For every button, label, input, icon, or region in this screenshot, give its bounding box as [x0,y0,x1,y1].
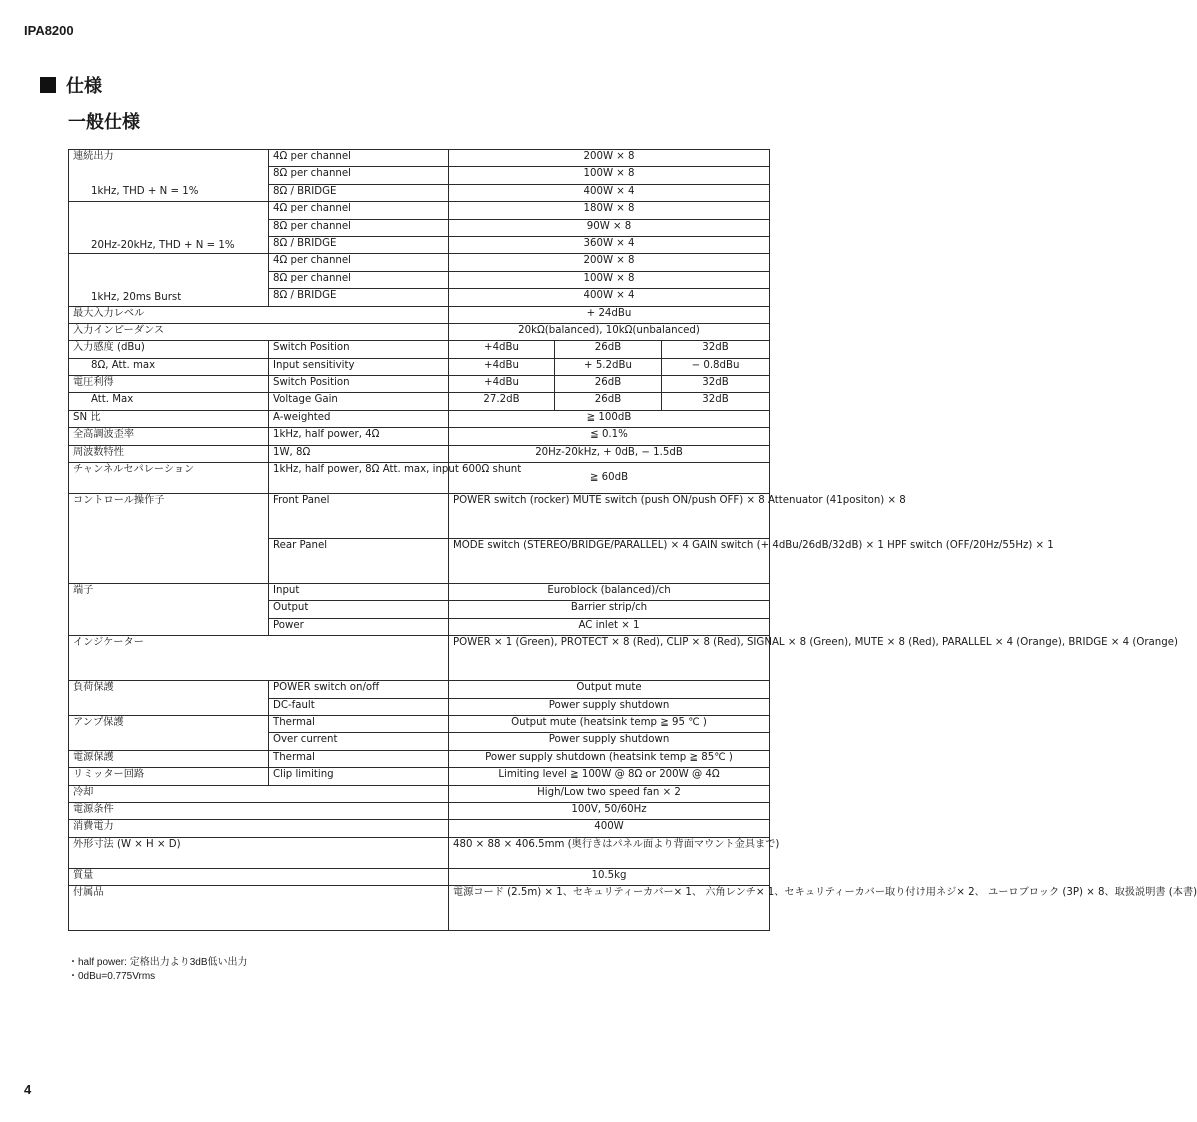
table-row [69,341,770,358]
gain-val-cell: 26dB [555,393,662,410]
output-cond-2: 20Hz-20kHz, THD + N = 1% [69,202,269,254]
load-prot-value: Output mute [449,681,770,698]
gain-pos-cell: +4dBu [449,376,555,393]
output-cell-1 [69,150,269,202]
gain-pos-cell: 32dB [662,376,770,393]
table-row [69,306,770,323]
gain-sub: Voltage Gain [269,393,449,410]
table-row [69,802,770,819]
table-row [69,494,770,539]
dim-value: 480 × 88 × 406.5mm (奥行きはパネル面より背面マウント金具まで) [449,837,770,868]
output-label: 連続出力 [73,151,114,162]
value-cell: 360W × 4 [449,236,770,253]
sens-label-2: 8Ω, Att. max [69,358,269,375]
load-prot-sub: POWER switch on/off [269,681,449,698]
term-power: Power [269,618,449,635]
sens-sub: Input sensitivity [269,358,449,375]
output-cond-1: 1kHz, THD + N = 1% [91,185,199,197]
amp-prot-sub: Thermal [269,715,449,732]
value-cell: 90W × 8 [449,219,770,236]
sub-title: 一般仕様 [68,112,140,133]
thd-value: ≦ 0.1% [449,428,770,445]
gain-val-cell: 27.2dB [449,393,555,410]
term-output-value: Barrier strip/ch [449,601,770,618]
sep-label: チャンネルセパレーション [69,463,269,494]
output-cond-3: 1kHz, 20ms Burst [69,254,269,306]
table-row [69,750,770,767]
table-row [69,768,770,785]
max-input-label: 最大入力レベル [69,306,449,323]
load-prot-sub: DC-fault [269,698,449,715]
load-cell: 4Ω per channel [269,202,449,219]
cool-value: High/Low two speed fan × 2 [449,785,770,802]
power-req-label: 電源条件 [69,802,449,819]
gain-label-2: Att. Max [69,393,269,410]
acc-label: 付属品 [69,886,449,931]
value-cell: 200W × 8 [449,254,770,271]
table-row [69,681,770,698]
load-cell: 4Ω per channel [269,254,449,271]
gain-pos-cell: 26dB [555,376,662,393]
gain-label: 電圧利得 [69,376,269,393]
table-row [69,837,770,868]
ind-label: インジケーター [69,636,449,681]
ctrl-rear: Rear Panel [269,539,449,584]
limiter-sub: Clip limiting [269,768,449,785]
ctrl-rear-value: MODE switch (STEREO/BRIDGE/PARALLEL) × 4 GAIN switch (+ 4dBu/26dB/32dB) × 1 HPF switch (OFF/20Hz/55Hz) × 1 [449,539,770,584]
sens-pos-cell: 26dB [555,341,662,358]
freq-value: 20Hz-20kHz, + 0dB, − 1.5dB [449,445,770,462]
black-square-icon [40,77,56,93]
ctrl-label: コントロール操作子 [69,494,269,584]
term-input: Input [269,584,449,601]
load-prot-label: 負荷保護 [69,681,269,716]
thd-label: 全高調波歪率 [69,428,269,445]
table-row [69,428,770,445]
limiter-label: リミッター回路 [69,768,269,785]
value-cell: 400W × 4 [449,184,770,201]
sens-pos-cell: 32dB [662,341,770,358]
amp-prot-label: アンプ保護 [69,715,269,750]
table-row [69,584,770,601]
max-input-value: + 24dBu [449,306,770,323]
footnote-2: ・0dBu=0.775Vrms [68,971,156,982]
load-cell: 8Ω per channel [269,271,449,288]
weight-label: 質量 [69,868,449,885]
table-row [69,150,770,167]
sn-value: ≧ 100dB [449,410,770,427]
sn-label: SN 比 [69,410,269,427]
amp-prot-value: Power supply shutdown [449,733,770,750]
ctrl-front-value: POWER switch (rocker) MUTE switch (push ON/push OFF) × 8 Attenuator (41positon) × 8 [449,494,770,539]
value-cell: 200W × 8 [449,150,770,167]
table-row [69,445,770,462]
thd-sub: 1kHz, half power, 4Ω [269,428,449,445]
load-cell: 8Ω / BRIDGE [269,289,449,306]
table-row [69,715,770,732]
psu-prot-value: Power supply shutdown (heatsink temp ≧ 85℃ ) [449,750,770,767]
term-power-value: AC inlet × 1 [449,618,770,635]
table-row [69,254,770,271]
term-label: 端子 [69,584,269,636]
term-output: Output [269,601,449,618]
model-header: IPA8200 [24,23,74,38]
table-row [69,463,770,494]
table-row [69,202,770,219]
load-cell: 4Ω per channel [269,150,449,167]
table-row [69,393,770,410]
sens-val-cell: − 0.8dBu [662,358,770,375]
sens-val-cell: + 5.2dBu [555,358,662,375]
page-number: 4 [24,1082,32,1097]
impedance-value: 20kΩ(balanced), 10kΩ(unbalanced) [449,323,770,340]
ind-value: POWER × 1 (Green), PROTECT × 8 (Red), CLIP × 8 (Red), SIGNAL × 8 (Green), MUTE × 8 (Red), PARALLEL × 4 (Orange), BRIDGE × 4 (Orange) [449,636,770,681]
sens-pos-cell: +4dBu [449,341,555,358]
amp-prot-sub: Over current [269,733,449,750]
freq-label: 周波数特性 [69,445,269,462]
table-row [69,358,770,375]
footnotes [68,956,248,984]
amp-prot-value: Output mute (heatsink temp ≧ 95 ℃ ) [449,715,770,732]
sep-value: ≧ 60dB [449,463,770,494]
spec-table [68,149,1197,931]
dim-label: 外形寸法 (W × H × D) [69,837,449,868]
freq-sub: 1W, 8Ω [269,445,449,462]
power-req-value: 100V, 50/60Hz [449,802,770,819]
table-row [69,868,770,885]
psu-prot-label: 電源保護 [69,750,269,767]
value-cell: 100W × 8 [449,167,770,184]
footnote-1: ・half power: 定格出力より3dB低い出力 [68,957,248,968]
sens-val-cell: +4dBu [449,358,555,375]
ctrl-front: Front Panel [269,494,449,539]
value-cell: 180W × 8 [449,202,770,219]
sep-sub: 1kHz, half power, 8Ω Att. max, input 600Ω shunt [269,463,449,494]
table-row [69,886,770,931]
sens-sub: Switch Position [269,341,449,358]
consump-label: 消費電力 [69,820,449,837]
impedance-label: 入力インピーダンス [69,323,449,340]
psu-prot-sub: Thermal [269,750,449,767]
term-input-value: Euroblock (balanced)/ch [449,584,770,601]
weight-value: 10.5kg [449,868,770,885]
load-cell: 8Ω per channel [269,219,449,236]
load-cell: 8Ω / BRIDGE [269,236,449,253]
value-cell: 100W × 8 [449,271,770,288]
cool-label: 冷却 [69,785,449,802]
load-prot-value: Power supply shutdown [449,698,770,715]
gain-sub: Switch Position [269,376,449,393]
table-row [69,323,770,340]
table-row [69,410,770,427]
load-cell: 8Ω per channel [269,167,449,184]
table-row [69,376,770,393]
table-row [69,820,770,837]
value-cell: 400W × 4 [449,289,770,306]
acc-value: 電源コード (2.5m) × 1、セキュリティーカバー× 1、 六角レンチ× 1、セキュリティーカバー取り付け用ネジ× 2、 ユーロブロック (3P) × 8、取扱説明書 (本書) [449,886,770,931]
gain-val-cell: 32dB [662,393,770,410]
limiter-value: Limiting level ≧ 100W @ 8Ω or 200W @ 4Ω [449,768,770,785]
section-title [40,72,102,98]
sn-sub: A-weighted [269,410,449,427]
load-cell: 8Ω / BRIDGE [269,184,449,201]
section-title-text: 仕様 [66,76,102,97]
table-row [69,785,770,802]
table-row [69,636,770,681]
consump-value: 400W [449,820,770,837]
sens-label: 入力感度 (dBu) [69,341,269,358]
